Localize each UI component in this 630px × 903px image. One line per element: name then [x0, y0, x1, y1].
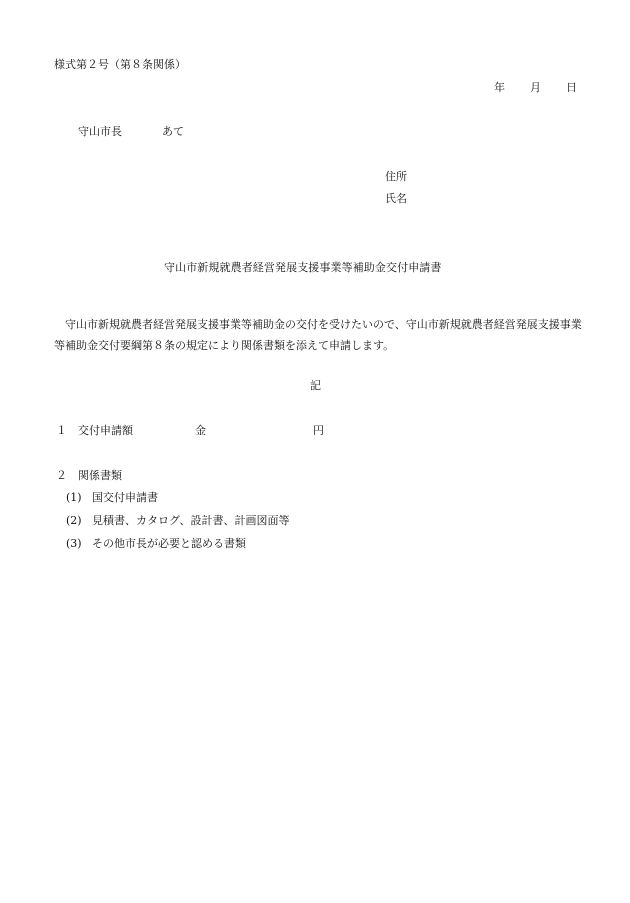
item-label: 交付申請額 [78, 424, 133, 437]
list-item-text: 見積書、カタログ、設計書、計画図面等 [92, 514, 290, 527]
item-number: ２ [56, 469, 67, 482]
item-related-documents [56, 469, 122, 483]
list-item-number: (1) [66, 491, 82, 504]
addressee-honorific: あて [162, 125, 184, 138]
document-title: 守山市新規就農者経営発展支援事業等補助金交付申請書 [164, 261, 442, 274]
list-item-number: (3) [66, 537, 82, 550]
list-item [66, 537, 246, 551]
date-month: 月 [530, 81, 541, 94]
date-year: 年 [494, 81, 505, 94]
item-number: １ [56, 424, 67, 437]
item-application-amount [56, 424, 324, 438]
applicant-name-label: 氏名 [385, 192, 407, 205]
list-item-text: 国交付申請書 [92, 491, 158, 504]
list-item [66, 514, 290, 528]
list-item-text: その他市長が必要と認める書類 [92, 537, 246, 550]
date-line [494, 81, 577, 95]
amount-yen: 円 [313, 424, 324, 437]
form-number: 様式第２号（第８条関係） [54, 58, 186, 71]
addressee [78, 125, 184, 139]
list-item-number: (2) [66, 514, 82, 527]
item-label: 関係書類 [78, 469, 122, 482]
addressee-name: 守山市長 [78, 125, 122, 138]
body-paragraph: 守山市新規就農者経営発展支援事業等補助金の交付を受けたいので、守山市新規就農者経営発展支援事業等補助金交付要綱第８条の規定により関係書類を添えて申請します。 [54, 318, 582, 352]
applicant-address-label: 住所 [385, 170, 407, 183]
ki-heading: 記 [310, 379, 321, 392]
date-day: 日 [566, 81, 577, 94]
amount-kin: 金 [195, 424, 206, 437]
list-item [66, 491, 158, 505]
